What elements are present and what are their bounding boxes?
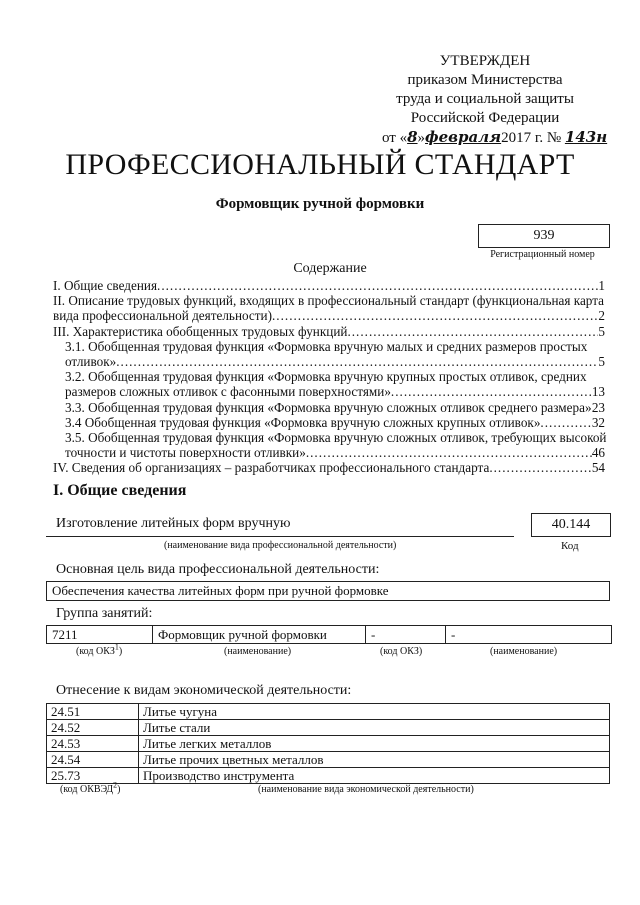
activity-underline — [46, 536, 514, 537]
economic-caption-code: (код ОКВЭД$^2$) — [60, 780, 121, 795]
document-subtitle: Формовщик ручной формовки — [215, 196, 425, 212]
occupation-caption-code: (код ОКЗ$^1$) — [76, 642, 123, 657]
approval-day: 8 — [407, 128, 418, 146]
occupation-code-2: - — [371, 627, 376, 642]
occupation-caption-name-2: (наименование) — [490, 646, 558, 657]
toc-item[interactable]: 3.1. Обобщенная трудовая функция «Формовка вручную малых и средних размеров простых отливок» ..... 5 — [53, 339, 605, 369]
approval-country: Российской Федерации — [410, 110, 560, 126]
toc-heading: Содержание — [293, 261, 367, 276]
activity-code-box: 40.144 — [531, 513, 611, 537]
table-row: 24.54 Литье прочих цветных металлов — [47, 752, 610, 768]
approval-date: от «8»февраля2017 г. № 143н — [382, 128, 608, 146]
approval-number: 143н — [564, 128, 608, 146]
occupation-caption-code-2: (код ОКЗ) — [380, 646, 423, 657]
toc-item[interactable]: I. Общие сведения ..... 1 — [53, 278, 605, 293]
economic-table — [46, 703, 610, 784]
toc-item[interactable]: III. Характеристика обобщенных трудовых функций ..... 5 — [53, 324, 605, 339]
table-row: 24.53 Литье легких металлов — [47, 736, 610, 752]
code-caption: Код — [561, 540, 579, 552]
approval-block — [360, 52, 610, 148]
economic-caption-name: (наименование вида экономической деятельности) — [258, 784, 474, 795]
toc-item[interactable]: 3.5. Обобщенная трудовая функция «Формовка вручную сложных отливок, требующих высокой точности и чистоты поверхности отливки» ..... 46 — [53, 430, 605, 460]
toc-item[interactable]: II. Описание трудовых функций, входящих в профессиональный стандарт (функциональная карта вида профессиональной деятельности) ..... 2 — [53, 293, 605, 323]
occupation-name-2: - — [451, 627, 456, 642]
occupation-label: Группа занятий: — [56, 606, 153, 621]
economic-label: Отнесение к видам экономической деятельности: — [56, 683, 352, 698]
document-title: ПРОФЕССИОНАЛЬНЫЙ СТАНДАРТ — [65, 148, 575, 181]
activity-name: Изготовление литейных форм вручную — [56, 516, 291, 531]
toc-item[interactable]: 3.3. Обобщенная трудовая функция «Формовка вручную сложных отливок среднего размера» ..... 23 — [53, 400, 605, 415]
occupation-code-1: 7211 — [52, 627, 78, 642]
table-row: 24.51 Литье чугуна — [47, 704, 610, 720]
table-row: 25.73 Производство инструмента — [47, 768, 610, 784]
approval-month: февраля — [425, 128, 502, 146]
toc-item[interactable]: IV. Сведения об организациях – разработчиках профессионального стандарта ..... 54 — [53, 460, 605, 475]
table-of-contents — [53, 278, 605, 476]
goal-text: Обеспечения качества литейных форм при ручной формовке — [52, 583, 389, 598]
goal-label: Основная цель вида профессиональной деятельности: — [56, 562, 380, 577]
registration-caption: Регистрационный номер — [490, 249, 595, 260]
table-row: 24.52 Литье стали — [47, 720, 610, 736]
activity-caption: (наименование вида профессиональной деятельности) — [164, 540, 397, 551]
registration-number-box: 939 — [478, 224, 610, 248]
toc-item[interactable]: 3.2. Обобщенная трудовая функция «Формовка вручную крупных простых отливок, средних размеров сложных отливок с фасонными поверхностями» ..... 13 — [53, 369, 605, 399]
approval-title: УТВЕРЖДЕН — [439, 53, 531, 69]
approval-order: приказом Министерства — [407, 72, 563, 88]
section-heading: I. Общие сведения — [53, 482, 187, 499]
occupation-caption-name: (наименование) — [224, 646, 292, 657]
approval-ministry: труда и социальной защиты — [396, 91, 574, 107]
occupation-box — [46, 625, 612, 644]
toc-item[interactable]: 3.4 Обобщенная трудовая функция «Формовка вручную сложных крупных отливок» ..... 32 — [53, 415, 605, 430]
occupation-name-1: Формовщик ручной формовки — [158, 627, 327, 642]
